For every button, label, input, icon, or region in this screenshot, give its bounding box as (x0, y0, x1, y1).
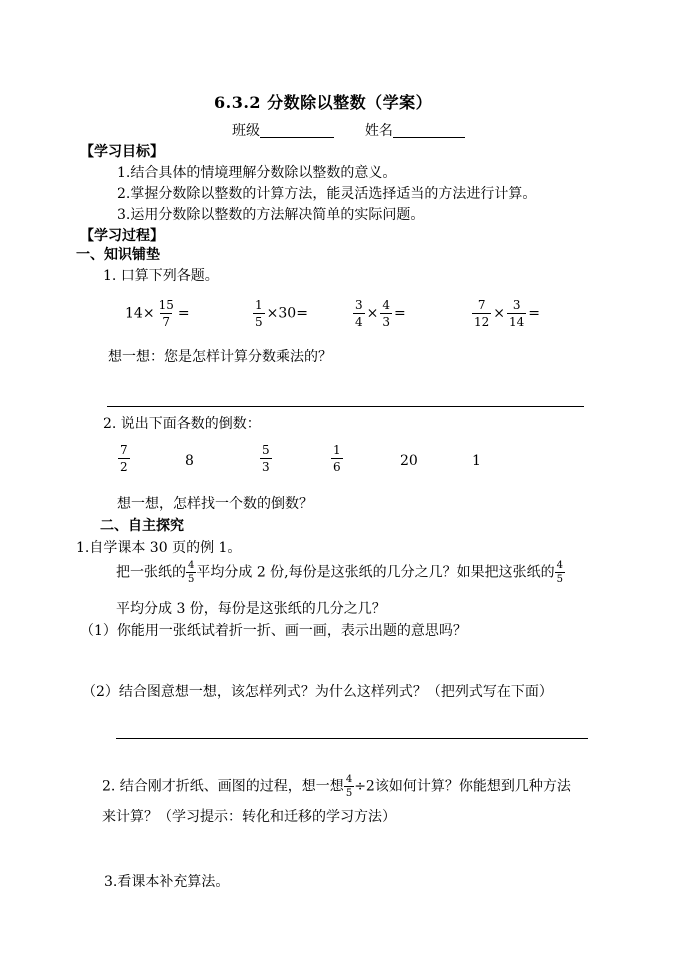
reciprocal-item: 8 (185, 453, 194, 469)
numerator: 3 (355, 298, 363, 312)
part2-heading: 二、自主探究 (100, 518, 184, 534)
divide-expression: ÷2 (354, 778, 375, 795)
reciprocal-item (329, 443, 345, 474)
numerator: 15 (158, 298, 174, 312)
numerator: 4 (556, 560, 564, 571)
question-text: 该如何计算？你能想到几种方法 (374, 778, 571, 795)
calc-whole: 30 (278, 305, 297, 322)
answer-line-2[interactable] (116, 738, 588, 739)
calc-item-2 (251, 298, 308, 329)
denominator: 3 (262, 460, 270, 474)
name-label: 姓名 (364, 123, 393, 139)
goal-item: 2.掌握分数除以整数的计算方法，能灵活选择适当的方法进行计算。 (117, 186, 537, 202)
equals-sign: = (528, 305, 541, 322)
part1-heading: 一、知识铺垫 (76, 247, 160, 263)
reciprocal-item (258, 443, 274, 474)
reciprocal-item (116, 443, 132, 474)
numerator: 4 (382, 298, 391, 312)
times-icon: × (142, 305, 155, 322)
numerator: 5 (262, 443, 270, 457)
denominator: 5 (345, 788, 353, 799)
problem-text: 平均分成 2 份,每份是这张纸的几分之几？如果把这张纸的 (196, 564, 555, 581)
question-text: 2. 结合刚才折纸、画图的过程，想一想 (102, 778, 344, 795)
calc-item-1 (125, 298, 190, 329)
goals-heading: 【学习目标】 (80, 144, 164, 160)
denominator: 12 (474, 315, 490, 329)
calc-whole: 14 (125, 305, 143, 322)
denominator: 6 (333, 460, 341, 474)
times-icon: × (266, 305, 279, 322)
calc-item-3 (351, 298, 406, 329)
numerator: 1 (255, 298, 263, 312)
denominator: 5 (255, 315, 263, 329)
numerator: 1 (333, 443, 341, 457)
equals-sign: = (394, 305, 406, 322)
think-prompt-1: 想一想：您是怎样计算分数乘法的？ (108, 349, 332, 365)
times-icon: × (493, 305, 506, 322)
numerator: 4 (345, 774, 353, 785)
reciprocal-item: 20 (400, 453, 418, 469)
numerator: 7 (120, 443, 128, 457)
problem-line-1 (116, 560, 565, 585)
part1-question-1: 1. 口算下列各题。 (103, 268, 219, 284)
calc-item-4 (470, 298, 540, 329)
class-name-line (232, 120, 465, 140)
process-heading: 【学习过程】 (80, 228, 164, 244)
denominator: 4 (355, 315, 363, 329)
problem-text: 把一张纸的 (116, 564, 186, 581)
class-label: 班级 (232, 123, 260, 139)
times-icon: × (366, 305, 379, 322)
class-blank[interactable] (260, 123, 334, 138)
denominator: 5 (188, 574, 195, 585)
equals-sign: = (177, 305, 190, 322)
subquestion-2: （2）结合图意想一想，该怎样列式？为什么这样列式？（把列式写在下面） (82, 684, 553, 700)
think-prompt-2: 想一想，怎样找一个数的倒数？ (117, 496, 313, 512)
part2-question-2 (102, 774, 571, 799)
equals-sign: = (296, 305, 308, 322)
denominator: 14 (509, 315, 525, 329)
part2-question-3: 3.看课本补充算法。 (104, 874, 230, 890)
problem-line-2: 平均分成 3 份，每份是这张纸的几分之几？ (116, 601, 386, 617)
denominator: 2 (120, 460, 128, 474)
answer-line-1[interactable] (107, 406, 584, 407)
subquestion-1: （1）你能用一张纸试着折一折、画一画，表示出题的意思吗？ (80, 623, 467, 639)
reciprocal-item: 1 (472, 453, 481, 469)
goal-item: 1.结合具体的情境理解分数除以整数的意义。 (117, 165, 397, 181)
part2-question-1: 1.自学课本 30 页的例 1。 (76, 540, 242, 556)
denominator: 7 (162, 315, 171, 329)
name-blank[interactable] (393, 123, 465, 138)
numerator: 7 (477, 298, 486, 312)
denominator: 5 (556, 574, 564, 585)
page-title: 6.3.2 分数除以整数（学案） (214, 93, 433, 112)
part1-question-2: 2. 说出下面各数的倒数： (103, 416, 261, 432)
numerator: 3 (512, 298, 521, 312)
denominator: 3 (382, 315, 391, 329)
goal-item: 3.运用分数除以整数的方法解决简单的实际问题。 (117, 207, 425, 223)
numerator: 4 (188, 560, 195, 571)
part2-question-2-cont: 来计算？（学习提示：转化和迁移的学习方法） (102, 809, 396, 825)
